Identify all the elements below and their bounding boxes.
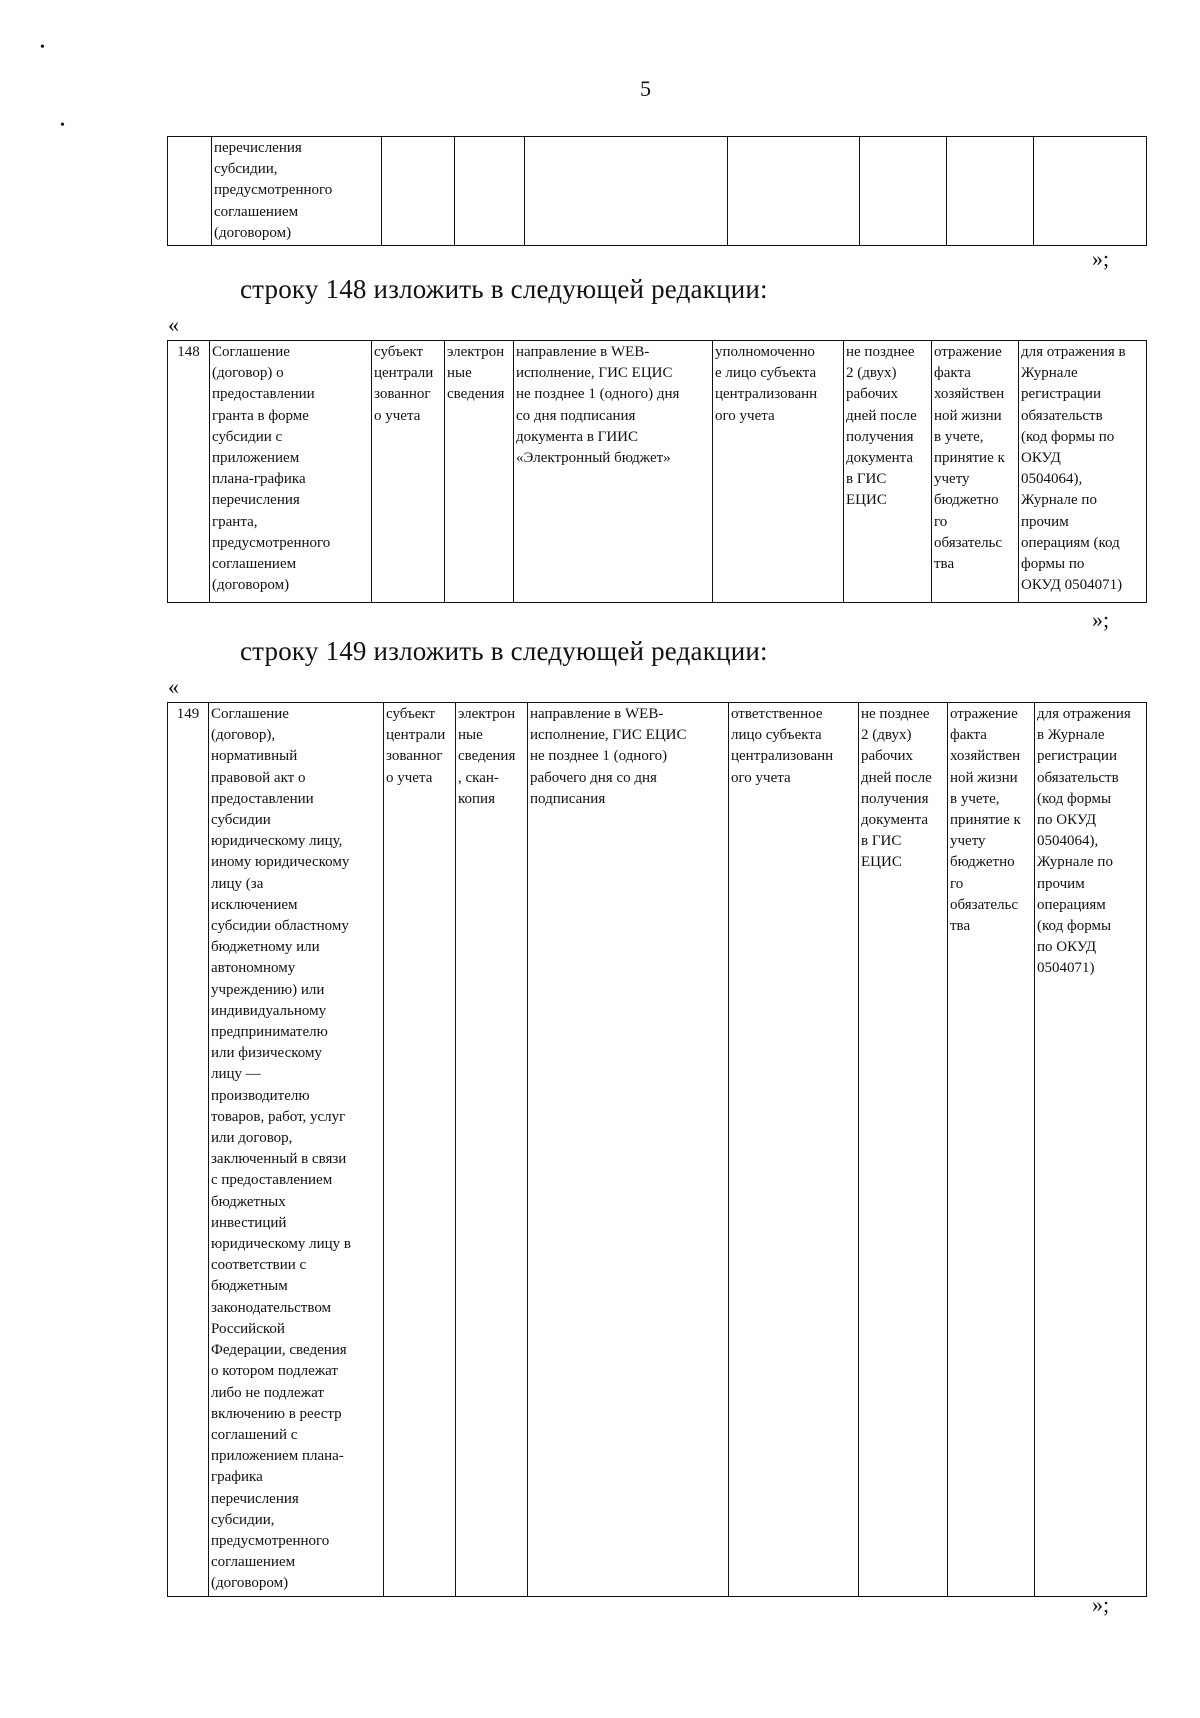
document-cell: Соглашение (договор) о предоставлении гранта в форме субсидии с приложением плана-графика перечисления гранта, предусмотренного соглашением (договором) [210,341,372,603]
responsible-cell: уполномоченно е лицо субъекта централизованн ого учета [713,341,844,603]
table-row [168,137,1147,246]
deadline-cell: не позднее 2 (двух) рабочих дней после получения документа в ГИС ЕЦИС [859,703,948,1597]
document-cell: Соглашение (договор), нормативный правовой акт о предоставлении субсидии юридическому лицу, иному юридическому лицу (за исключением субсидии областному бюджетному или автономному учреждению) или индивидуальному предпринимателю или физическому лицу — производителю товаров, работ, услуг или договор, заключенный в связи с предоставлением бюджетных инвестиций юридическому лицу в соответствии с бюджетным законодательством Российской Федерации, сведения о котором подлежат либо не подлежат включению в реестр соглашений с приложением плана- графика перечисления субсидии, предусмотренного соглашением (договором) [209,703,384,1597]
table-row [168,703,1147,1597]
subject-cell: субъект централи зованног о учета [384,703,456,1597]
registration-cell: для отражения в Журнале регистрации обязательств (код формы по ОКУД 0504064), Журнале по прочим операциям (код формы по ОКУД 0504071) [1035,703,1147,1597]
closing-quote: »; [1092,607,1110,632]
responsible-cell: ответственное лицо субъекта централизованн ого учета [729,703,859,1597]
scan-speck: • [60,118,65,133]
scan-speck: • [40,40,45,55]
row-number-cell [168,137,212,246]
action-cell: направление в WEB- исполнение, ГИС ЕЦИС не позднее 1 (одного) рабочего дня со дня подписания [528,703,729,1597]
action-cell: направление в WEB- исполнение, ГИС ЕЦИС не позднее 1 (одного) дня со дня подписания документа в ГИИС «Электронный бюджет» [514,341,713,603]
opening-quote: « [168,674,179,699]
closing-quote: »; [1092,246,1110,271]
subject-cell [382,137,455,246]
operation-cell: отражение факта хозяйствен ной жизни в учете, принятие к учету бюджетно го обязательс тва [948,703,1035,1597]
document-cell: перечисления субсидии, предусмотренного соглашением (договором) [212,137,382,246]
closing-quote: »; [1092,1592,1110,1617]
deadline-cell: не позднее 2 (двух) рабочих дней после получения документа в ГИС ЕЦИС [844,341,932,603]
action-cell [525,137,728,246]
table-row-149 [167,702,1147,1597]
form-cell: электрон ные сведения [445,341,514,603]
section-heading-148: строку 148 изложить в следующей редакции: [240,274,768,304]
form-cell [455,137,525,246]
responsible-cell [728,137,860,246]
form-cell: электрон ные сведения , скан- копия [456,703,528,1597]
registration-cell: для отражения в Журнале регистрации обязательств (код формы по ОКУД 0504064), Журнале по прочим операциям (код формы по ОКУД 0504071) [1019,341,1147,603]
subject-cell: субъект централи зованног о учета [372,341,445,603]
operation-cell [947,137,1034,246]
registration-cell [1034,137,1147,246]
table-row [168,341,1147,603]
row-number-cell: 149 [168,703,209,1597]
section-heading-149: строку 149 изложить в следующей редакции: [240,636,768,666]
page-number: 5 [640,76,651,101]
table-continuation [167,136,1147,246]
opening-quote: « [168,312,179,337]
deadline-cell [860,137,947,246]
operation-cell: отражение факта хозяйствен ной жизни в учете, принятие к учету бюджетно го обязательс тва [932,341,1019,603]
table-row-148 [167,340,1147,603]
row-number-cell: 148 [168,341,210,603]
